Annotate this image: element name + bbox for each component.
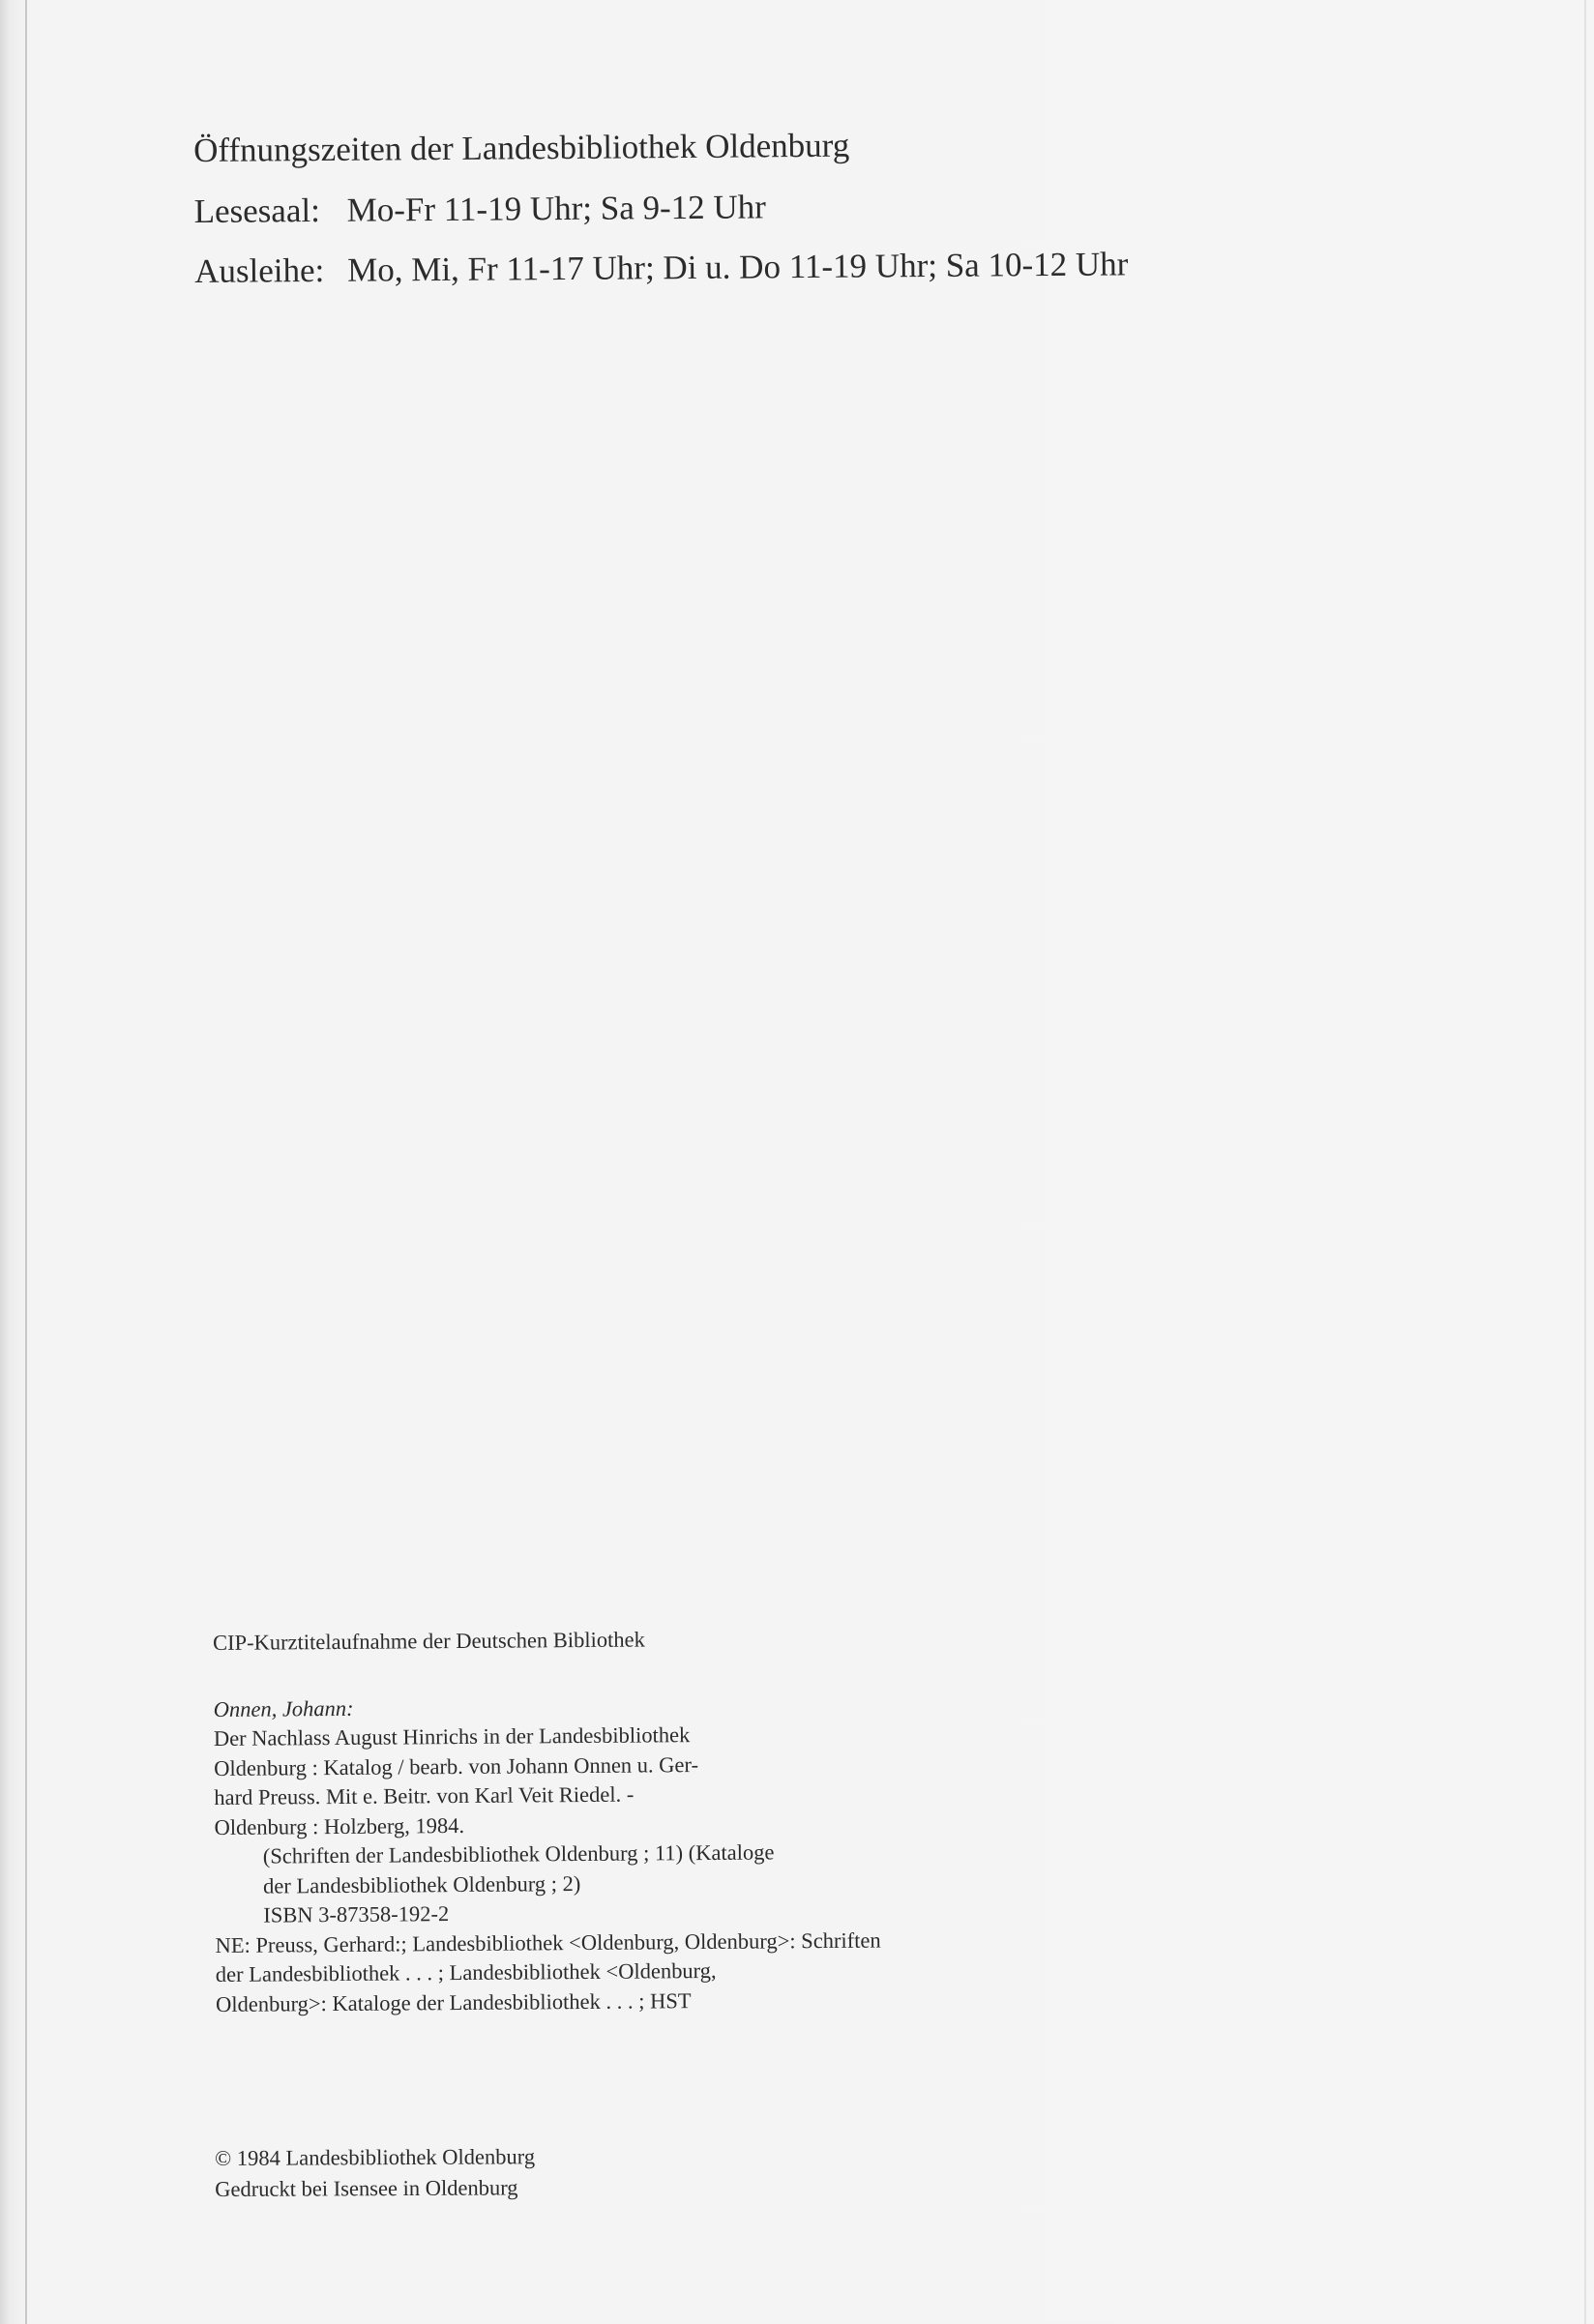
cip-ne-line: NE: Preuss, Gerhard:; Landesbibliothek <Oldenburg, Oldenburg>: Schriften	[215, 1927, 881, 1957]
cip-isbn: ISBN 3-87358-192-2	[263, 1901, 450, 1927]
lending-hours	[194, 246, 1258, 288]
lending-value: Mo, Mi, Fr 11-17 Uhr; Di u. Do 11-19 Uhr; Sa 10-12 Uhr	[346, 245, 1129, 289]
page-binding-edge	[25, 0, 27, 2324]
printer-notice: Gedruckt bei Isensee in Oldenburg	[215, 2175, 518, 2201]
cip-series-line: der Landesbibliothek Oldenburg ; 2)	[262, 1870, 581, 1898]
cip-record-line: hard Preuss. Mit e. Beitr. von Karl Veit Riedel. -	[214, 1781, 635, 1809]
cip-record-line: Der Nachlass August Hinrichs in der Landesbibliothek	[213, 1722, 691, 1750]
opening-hours-title: Öffnungszeiten der Landesbibliothek Oldenburg	[192, 126, 850, 169]
cip-series-line: (Schriften der Landesbibliothek Oldenburg ; 11) (Kataloge	[262, 1839, 775, 1868]
cip-record-block	[213, 1621, 1183, 2019]
cip-heading: CIP-Kurztitelaufnahme der Deutschen Bibliothek	[213, 1627, 645, 1655]
lending-label: Ausleihe:	[193, 250, 325, 290]
copyright-notice: © 1984 Landesbibliothek Oldenburg	[215, 2144, 536, 2170]
cip-record-line: Oldenburg : Katalog / bearb. von Johann Onnen u. Ger-	[214, 1751, 699, 1780]
reading-room-value: Mo-Fr 11-19 Uhr; Sa 9-12 Uhr	[346, 188, 767, 229]
cip-record-line: Oldenburg : Holzberg, 1984.	[214, 1812, 465, 1839]
cip-ne-line: der Landesbibliothek . . . ; Landesbibliothek <Oldenburg,	[215, 1957, 717, 1986]
imprint-block	[215, 2141, 535, 2205]
cip-ne-line: Oldenburg>: Kataloge der Landesbibliothek . . . ; HST	[215, 1987, 692, 2016]
reading-room-label: Lesesaal:	[193, 191, 321, 230]
page-right-edge	[1584, 0, 1586, 2324]
opening-hours-block	[193, 125, 1258, 314]
cip-author: Onnen, Johann:	[213, 1695, 354, 1721]
reading-room-hours	[193, 186, 1257, 228]
